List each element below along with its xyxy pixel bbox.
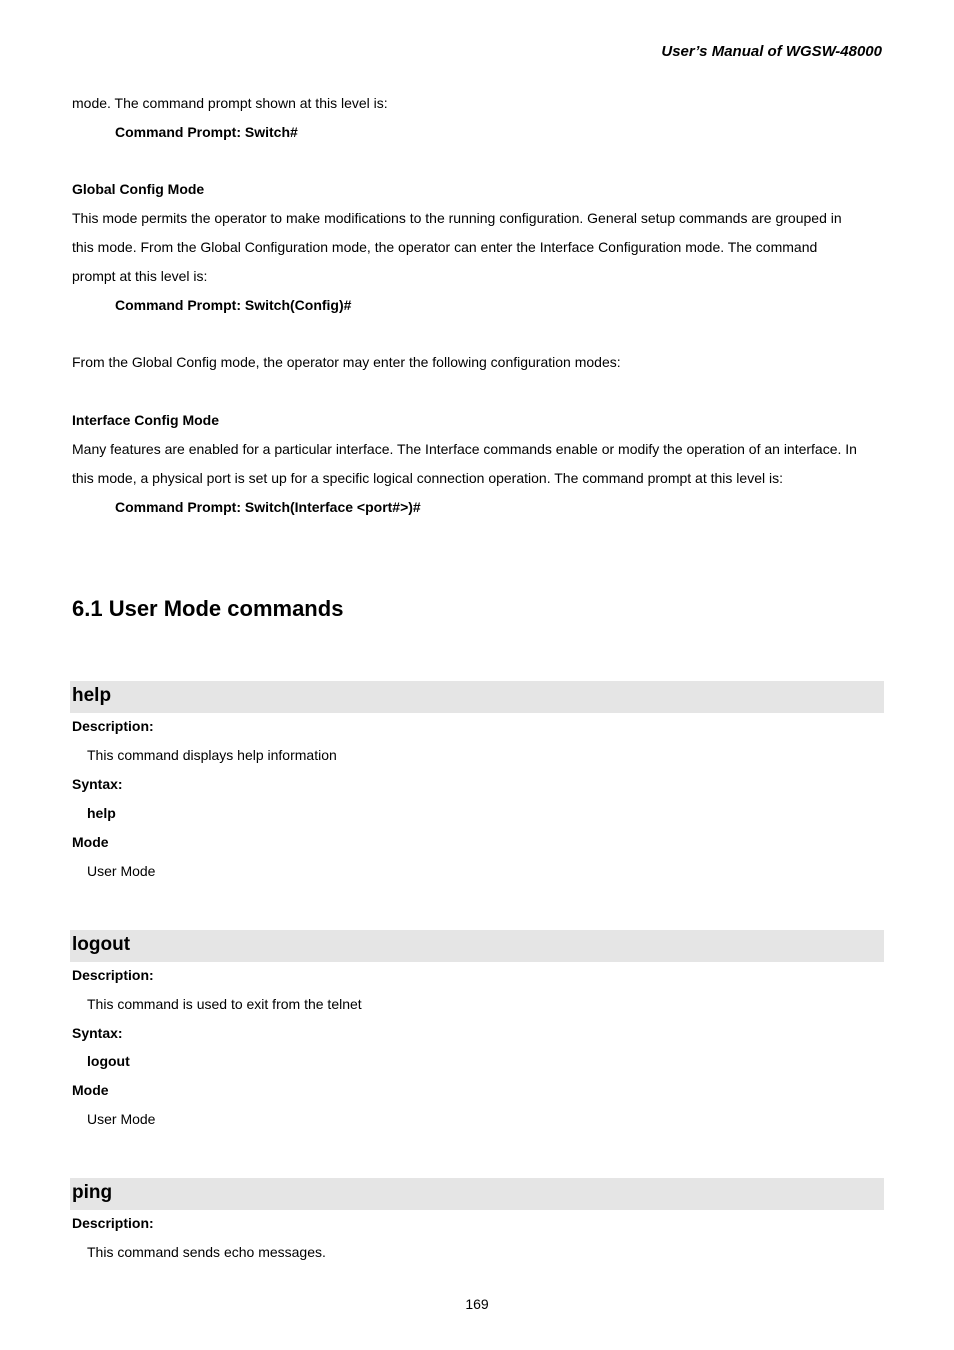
- syntax-text: help: [87, 805, 116, 821]
- global-config-text-line: This mode permits the operator to make modifications to the running configuration. General setup commands are grouped in: [72, 210, 842, 226]
- global-config-heading: Global Config Mode: [72, 181, 205, 197]
- description-label: Description:: [72, 967, 154, 983]
- command-prompt-switch: Command Prompt: Switch#: [115, 124, 298, 140]
- interface-config-text-line: this mode, a physical port is set up for a specific logical connection operation. The command prompt at this level is:: [72, 470, 783, 486]
- description-label: Description:: [72, 1215, 154, 1231]
- interface-config-heading: Interface Config Mode: [72, 412, 220, 428]
- page-number: 169: [465, 1296, 489, 1312]
- section-title: 6.1 User Mode commands: [72, 596, 344, 621]
- intro-text: mode. The command prompt shown at this level is:: [72, 95, 388, 111]
- description-text: This command displays help information: [87, 747, 337, 763]
- manual-title: User’s Manual of WGSW-48000: [661, 43, 882, 60]
- command-header-logout: [70, 930, 884, 962]
- description-text: This command is used to exit from the telnet: [87, 996, 362, 1012]
- command-header-ping: [70, 1178, 884, 1210]
- syntax-label: Syntax:: [72, 776, 123, 792]
- mode-text: User Mode: [87, 1111, 156, 1127]
- interface-config-text-line: Many features are enabled for a particular interface. The Interface commands enable or modify the operation of an interface. In: [72, 441, 857, 457]
- command-name: help: [72, 685, 112, 706]
- mode-label: Mode: [72, 834, 109, 850]
- command-prompt-interface: Command Prompt: Switch(Interface <port#>)#: [115, 499, 421, 515]
- mode-text: User Mode: [87, 863, 156, 879]
- global-config-followup: From the Global Config mode, the operator may enter the following configuration modes:: [72, 354, 621, 370]
- mode-label: Mode: [72, 1082, 109, 1098]
- description-text: This command sends echo messages.: [87, 1244, 326, 1260]
- global-config-text-line: this mode. From the Global Configuration mode, the operator can enter the Interface Configuration mode. The command: [72, 239, 818, 255]
- syntax-label: Syntax:: [72, 1025, 123, 1041]
- syntax-text: logout: [87, 1053, 130, 1069]
- command-name: ping: [72, 1182, 113, 1203]
- command-header-help: [70, 681, 884, 713]
- global-config-text-line: prompt at this level is:: [72, 268, 208, 284]
- description-label: Description:: [72, 718, 154, 734]
- command-name: logout: [72, 934, 131, 955]
- command-prompt-config: Command Prompt: Switch(Config)#: [115, 297, 352, 313]
